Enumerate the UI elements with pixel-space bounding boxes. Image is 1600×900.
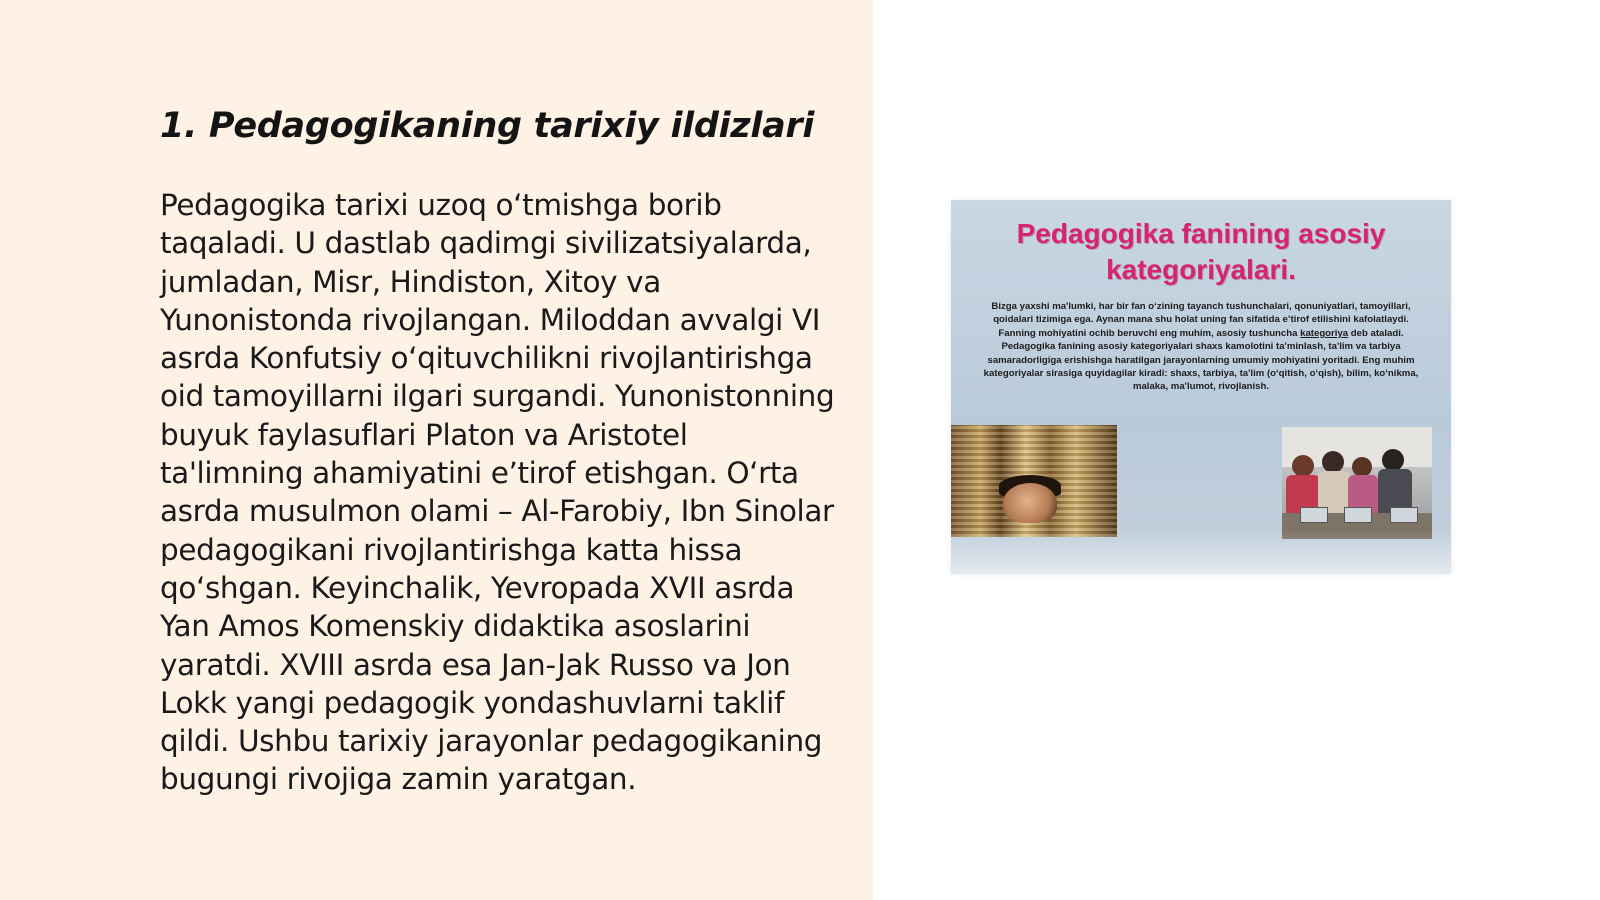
slide-title: 1. Pedagogikaning tarixiy ildizlari [160, 106, 815, 146]
figure-title-line-2: kategoriyalari. [1106, 254, 1296, 285]
books-photo [951, 425, 1117, 537]
student-head [1322, 451, 1344, 473]
figure-title-line-1: Pedagogika fanining asosiy [1016, 218, 1386, 249]
figure-bottom-fade [951, 530, 1451, 574]
figure-paragraph [975, 300, 1427, 394]
figure-text-before: Bizga yaxshi ma'lumki, har bir fan o‘zining tayanch tushunchalari, qonuniyatlari, tamoyillari, qoidalari tizimiga ega. Aynan mana shu holat uning fan sifatida e’tirof etilishini kafolatlaydi. Fanning mohiyatini ochib beruvchi eng muhim, asosiy tushuncha [991, 301, 1411, 339]
laptop-icon [1344, 507, 1372, 523]
student-head [1382, 449, 1404, 471]
laptop-icon [1390, 507, 1418, 523]
laptop-icon [1300, 507, 1328, 523]
embedded-slide-image [951, 200, 1451, 574]
child-face [1003, 483, 1057, 523]
student-head [1352, 457, 1372, 477]
classroom-photo [1282, 427, 1432, 539]
student-head [1292, 455, 1314, 477]
figure-text-after: deb ataladi. Pedagogika fanining asosiy kategoriyalari shaxs kamolotini ta'minlash, ta'lim va tarbiya samaradorligiga erishishga haratilgan jarayonlarning umumiy mohiyatini yoritadi. Eng muhim kategoriyalar sirasiga quyidagilar kiradi: shaxs, tarbiya, ta'lim (o‘qitish, o‘qish), bilim, ko‘nikma, malaka, ma'lumot, rivojlanish. [983, 327, 1419, 393]
figure-title [951, 216, 1451, 288]
figure-text-underlined: kategoriya [1300, 327, 1349, 339]
slide-body-text: Pedagogika tarixi uzoq o‘tmishga borib taqaladi. U dastlab qadimgi sivilizatsiyalarda, jumladan, Misr, Hindiston, Xitoy va Yunonistonda rivojlangan. Miloddan avvalgi VI asrda Konfutsiy o‘qituvchilikni rivojlantirishga oid tamoyillarni ilgari surgandi. Yunonistonning buyuk faylasuflari Platon va Aristotel ta'limning ahamiyatini e’tirof etishgan. O‘rta asrda musulmon olami – Al-Farobiy, Ibn Sinolar pedagogikani rivojlantirishga katta hissa qo‘shgan. Keyinchalik, Yevropada XVII asrda Yan Amos Komenskiy didaktika asoslarini yaratdi. XVIII asrda esa Jan-Jak Russo va Jon Lokk yangi pedagogik yondashuvlarni taklif qildi. Ushbu tarixiy jarayonlar pedagogikaning bugungi rivojiga zamin yaratgan. [160, 188, 835, 797]
